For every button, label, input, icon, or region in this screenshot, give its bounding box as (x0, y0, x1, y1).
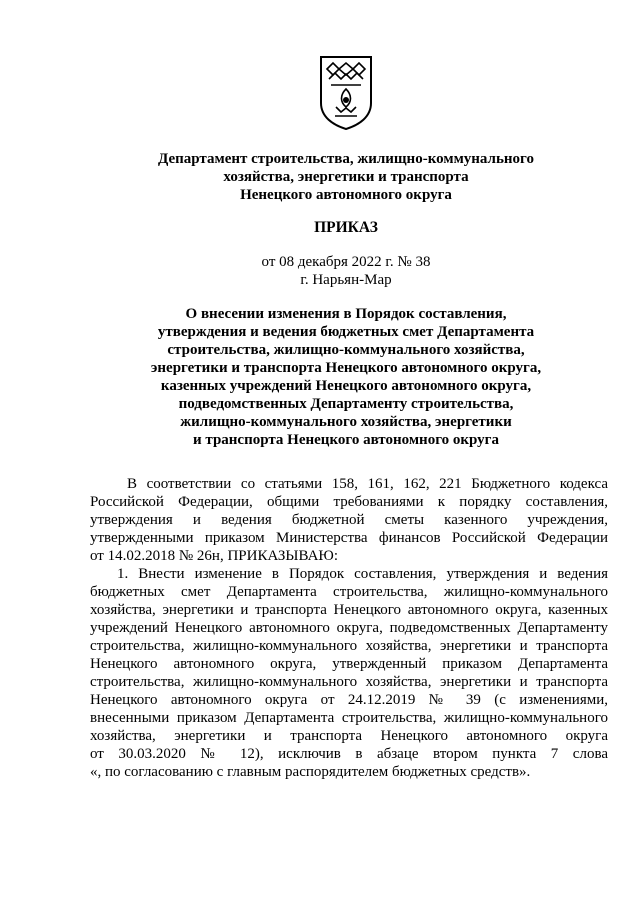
body-line: Ненецкого автономного округа от 24.12.2019 № 39 (с изменениями, (90, 692, 608, 708)
subject-line: О внесении изменения в Порядок составления, (185, 306, 507, 322)
subject-line: подведомственных Департаменту строительства, (178, 396, 514, 412)
subject-line: энергетики и транспорта Ненецкого автономного округа, (150, 360, 542, 376)
body-line: Российской Федерации, общими требованиями к порядку составления, (90, 494, 608, 510)
body-line: хозяйства, энергетики и транспорта Ненецкого автономного округа, казенных (90, 602, 608, 618)
body-line: В соответствии со статьями 158, 161, 162, 221 Бюджетного кодекса (127, 476, 608, 492)
body-paragraph-item-1 (90, 565, 608, 781)
body-line: Ненецкого автономного округа, утвержденный приказом Департамента (90, 656, 608, 672)
subject-line: утверждения и ведения бюджетных смет Департамента (157, 324, 535, 340)
header-line: хозяйства, энергетики и транспорта (223, 169, 469, 185)
document-title: ПРИКАЗ (314, 219, 378, 236)
body-line: 1. Внести изменение в Порядок составления, утверждения и ведения (117, 566, 608, 582)
subject-line: строительства, жилищно-коммунального хозяйства, (167, 342, 525, 358)
coat-of-arms-emblem (319, 55, 373, 131)
body-line: строительства, жилищно-коммунального хозяйства, энергетики и транспорта (90, 674, 608, 690)
document-subject (0, 305, 640, 449)
document-place: г. Нарьян-Мар (300, 272, 392, 288)
body-line: от 30.03.2020 № 12), исключив в абзаце втором пункта 7 слова (90, 746, 608, 762)
department-header (0, 150, 640, 204)
body-line: утвержденными приказом Министерства финансов Российской Федерации (90, 530, 608, 546)
body-line: учреждений Ненецкого автономного округа, подведомственных Департаменту (90, 620, 608, 636)
header-line: Департамент строительства, жилищно-коммунального (157, 151, 534, 167)
header-line: Ненецкого автономного округа (240, 187, 452, 203)
document-date-number: от 08 декабря 2022 г. № 38 (261, 254, 431, 270)
body-line: от 14.02.2018 № 26н, ПРИКАЗЫВАЮ: (90, 548, 338, 564)
body-line: строительства, жилищно-коммунального хозяйства, энергетики и транспорта (90, 638, 608, 654)
body-line: хозяйства, энергетики и транспорта Ненецкого автономного округа (90, 728, 608, 744)
body-line: утверждения и ведения бюджетной сметы казенного учреждения, (90, 512, 608, 528)
body-line: бюджетных смет Департамента строительства, жилищно-коммунального (90, 584, 608, 600)
body-line: внесенными приказом Департамента строительства, жилищно-коммунального (90, 710, 608, 726)
subject-line: и транспорта Ненецкого автономного округа (193, 432, 499, 448)
body-line: «, по согласованию с главным распорядителем бюджетных средств». (90, 764, 531, 780)
subject-line: казенных учреждений Ненецкого автономного округа, (160, 378, 532, 394)
subject-line: жилищно-коммунального хозяйства, энергетики (180, 414, 512, 430)
body-paragraph-preamble (90, 475, 608, 565)
document-body (90, 475, 608, 781)
